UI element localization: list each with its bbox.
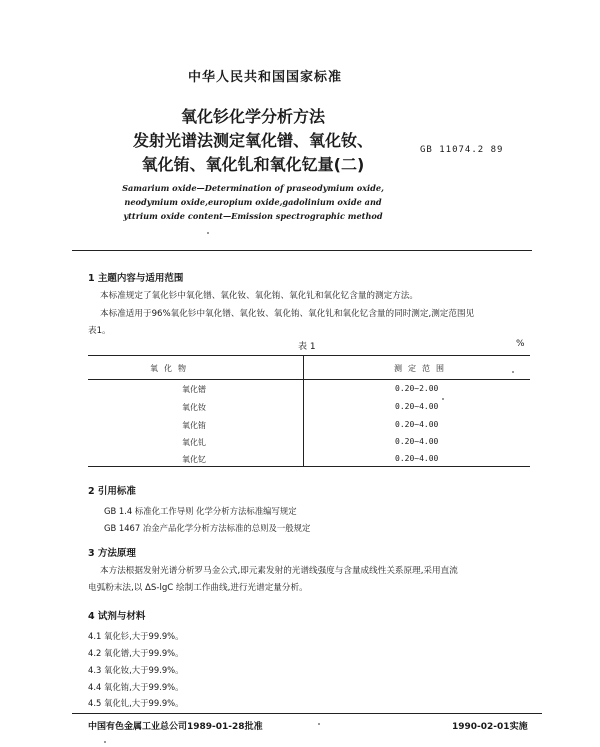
material-item-4: 4.4 氧化铕,大于99.9%。 [88, 682, 184, 692]
section-3-paragraph-line-1: 本方法根据发射光谱分析罗马金公式,即元素发射的光谱线强度与含量成线性关系原理,采用直流 [100, 566, 458, 576]
reference-item-1: GB 1.4 标准化工作导则 化学分析方法标准编写规定 [104, 506, 297, 516]
table-1-unit: % [516, 339, 525, 349]
section-1-paragraph-2: 本标准适用于96%氧化钐中氧化镨、氧化钕、氧化铕、氧化钆和氧化钇含量的同时测定,测定范围见 [100, 309, 475, 319]
approval-line: 中国有色金属工业总公司1989-01-28批准 [88, 722, 263, 732]
table-top-rule [88, 355, 530, 356]
table-row-3-range: 0.20~4.00 [395, 420, 439, 429]
section-4-title: 4 试剂与材料 [88, 611, 146, 622]
table-row-4-range: 0.20~4.00 [395, 437, 439, 446]
footer-rule [72, 713, 542, 714]
implementation-date: 1990-02-01实施 [452, 722, 528, 732]
table-1-caption: 表 1 [298, 342, 316, 352]
scan-speck [104, 741, 106, 743]
english-title-line-2: neodymium oxide,europium oxide,gadolinium oxide and [124, 197, 382, 207]
table-row-2-range: 0.20~4.00 [395, 402, 439, 411]
title-line-3: 氧化铕、氧化钆和氧化钇量(二) [141, 155, 365, 174]
table-bottom-rule [88, 466, 530, 467]
table-row-2-name: 氧化钕 [182, 403, 206, 412]
material-item-5: 4.5 氧化钆,大于99.9%。 [88, 698, 184, 708]
english-title-line-3: yttrium oxide content—Emission spectrographic method [123, 211, 383, 221]
gb-standard-number: GB 11074.2 89 [420, 145, 504, 155]
material-item-2: 4.2 氧化镨,大于99.9%。 [88, 648, 184, 658]
title-line-1: 氧化钐化学分析方法 [180, 107, 325, 126]
table-row-5-name: 氧化钇 [182, 455, 206, 464]
table-header-range: 测定范围 [394, 364, 450, 373]
section-3-title: 3 方法原理 [88, 548, 136, 559]
section-1-paragraph-1: 本标准规定了氧化钐中氧化镨、氧化钕、氧化铕、氧化钆和氧化钇含量的测定方法。 [100, 291, 418, 301]
table-header-oxide: 氧化物 [150, 364, 192, 373]
table-row-3-name: 氧化铕 [182, 421, 206, 430]
scan-speck [207, 232, 209, 234]
table-row-4-name: 氧化钆 [182, 438, 206, 447]
table-row-5-range: 0.20~4.00 [395, 454, 439, 463]
english-title-line-1: Samarium oxide—Determination of praseodymium oxide, [122, 183, 384, 193]
table-header-rule [88, 379, 530, 380]
header-rule [72, 250, 532, 251]
reference-item-2: GB 1467 冶金产品化学分析方法标准的总则及一般规定 [104, 523, 311, 533]
section-1-title: 1 主题内容与适用范围 [88, 273, 184, 284]
national-standard-heading: 中华人民共和国国家标准 [187, 70, 342, 85]
table-row-1-range: 0.20~2.00 [395, 384, 439, 393]
table-column-divider [303, 355, 304, 466]
material-item-1: 4.1 氧化钐,大于99.9%。 [88, 631, 184, 641]
scan-speck [442, 398, 444, 400]
section-1-paragraph-2-cont: 表1。 [88, 326, 111, 336]
table-row-1-name: 氧化镨 [182, 385, 206, 394]
scan-speck [512, 371, 514, 373]
section-2-title: 2 引用标准 [88, 486, 136, 497]
material-item-3: 4.3 氧化钕,大于99.9%。 [88, 665, 184, 675]
title-line-2: 发射光谱法测定氧化镨、氧化钕、 [132, 131, 373, 150]
scan-speck [318, 723, 320, 725]
section-3-paragraph-line-2: 电弧粉末法,以 ΔS-lgC 绘制工作曲线,进行光谱定量分析。 [88, 583, 308, 593]
